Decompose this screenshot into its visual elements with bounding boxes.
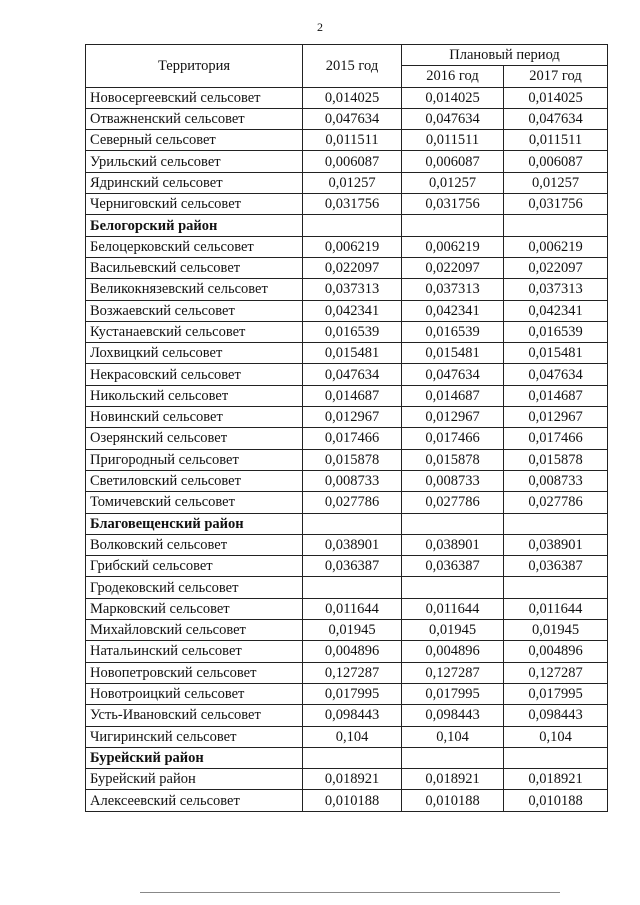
table-row xyxy=(86,257,608,278)
table-row xyxy=(86,705,608,726)
district-row xyxy=(86,215,608,236)
page-number: 2 xyxy=(317,20,323,34)
territory-name-cell: Кустанаевский сельсовет xyxy=(86,321,303,342)
header-year-2015: 2015 год xyxy=(303,45,402,88)
value-2015-cell: 0,104 xyxy=(303,726,402,747)
header-year-2017: 2017 год xyxy=(504,66,608,87)
value-2015-cell: 0,008733 xyxy=(303,470,402,491)
value-2016-cell xyxy=(402,747,504,768)
value-2016-cell: 0,012967 xyxy=(402,407,504,428)
value-2016-cell: 0,011511 xyxy=(402,130,504,151)
value-2017-cell: 0,018921 xyxy=(504,769,608,790)
value-2017-cell: 0,014687 xyxy=(504,385,608,406)
table-row xyxy=(86,130,608,151)
district-name-cell: Бурейский район xyxy=(86,747,303,768)
table-row xyxy=(86,407,608,428)
value-2017-cell: 0,037313 xyxy=(504,279,608,300)
territory-name-cell: Ядринский сельсовет xyxy=(86,172,303,193)
territory-name-cell: Бурейский район xyxy=(86,769,303,790)
territory-name-cell: Новопетровский сельсовет xyxy=(86,662,303,683)
value-2015-cell: 0,004896 xyxy=(303,641,402,662)
table-row xyxy=(86,194,608,215)
value-2016-cell xyxy=(402,577,504,598)
value-2016-cell: 0,01945 xyxy=(402,620,504,641)
value-2015-cell xyxy=(303,577,402,598)
district-name-cell: Благовещенский район xyxy=(86,513,303,534)
territory-name-cell: Отважненский сельсовет xyxy=(86,108,303,129)
value-2016-cell: 0,017466 xyxy=(402,428,504,449)
value-2017-cell: 0,042341 xyxy=(504,300,608,321)
territory-name-cell: Черниговский сельсовет xyxy=(86,194,303,215)
value-2017-cell xyxy=(504,513,608,534)
table-row xyxy=(86,279,608,300)
value-2015-cell: 0,017995 xyxy=(303,683,402,704)
value-2015-cell: 0,015878 xyxy=(303,449,402,470)
value-2016-cell: 0,015481 xyxy=(402,343,504,364)
value-2015-cell: 0,042341 xyxy=(303,300,402,321)
value-2015-cell: 0,014025 xyxy=(303,87,402,108)
value-2017-cell: 0,015481 xyxy=(504,343,608,364)
value-2015-cell: 0,01257 xyxy=(303,172,402,193)
value-2017-cell: 0,022097 xyxy=(504,257,608,278)
value-2016-cell: 0,047634 xyxy=(402,364,504,385)
value-2016-cell: 0,015878 xyxy=(402,449,504,470)
territory-name-cell: Новосергеевский сельсовет xyxy=(86,87,303,108)
value-2015-cell: 0,036387 xyxy=(303,556,402,577)
value-2015-cell: 0,006219 xyxy=(303,236,402,257)
value-2016-cell: 0,006087 xyxy=(402,151,504,172)
value-2016-cell: 0,017995 xyxy=(402,683,504,704)
value-2016-cell: 0,006219 xyxy=(402,236,504,257)
value-2016-cell: 0,022097 xyxy=(402,257,504,278)
value-2016-cell: 0,016539 xyxy=(402,321,504,342)
territory-name-cell: Белоцерковский сельсовет xyxy=(86,236,303,257)
territory-name-cell: Озерянский сельсовет xyxy=(86,428,303,449)
table-row xyxy=(86,172,608,193)
value-2017-cell: 0,012967 xyxy=(504,407,608,428)
district-row xyxy=(86,513,608,534)
value-2017-cell xyxy=(504,577,608,598)
table-row xyxy=(86,321,608,342)
value-2017-cell: 0,016539 xyxy=(504,321,608,342)
footer-rule xyxy=(140,892,560,893)
value-2017-cell xyxy=(504,215,608,236)
value-2015-cell: 0,017466 xyxy=(303,428,402,449)
value-2017-cell: 0,004896 xyxy=(504,641,608,662)
value-2017-cell: 0,047634 xyxy=(504,364,608,385)
table-row xyxy=(86,492,608,513)
value-2017-cell: 0,036387 xyxy=(504,556,608,577)
table-row xyxy=(86,662,608,683)
value-2016-cell: 0,038901 xyxy=(402,534,504,555)
value-2015-cell: 0,006087 xyxy=(303,151,402,172)
table-body xyxy=(86,87,608,811)
district-row xyxy=(86,747,608,768)
table-row xyxy=(86,534,608,555)
value-2016-cell: 0,027786 xyxy=(402,492,504,513)
value-2017-cell: 0,098443 xyxy=(504,705,608,726)
territory-name-cell: Никольский сельсовет xyxy=(86,385,303,406)
table-row xyxy=(86,769,608,790)
value-2015-cell xyxy=(303,513,402,534)
value-2017-cell: 0,015878 xyxy=(504,449,608,470)
value-2017-cell: 0,011511 xyxy=(504,130,608,151)
table-row xyxy=(86,683,608,704)
value-2016-cell: 0,008733 xyxy=(402,470,504,491)
value-2016-cell: 0,01257 xyxy=(402,172,504,193)
table-header xyxy=(86,45,608,88)
value-2015-cell xyxy=(303,215,402,236)
value-2015-cell: 0,016539 xyxy=(303,321,402,342)
header-territory: Территория xyxy=(86,45,303,88)
value-2017-cell: 0,006087 xyxy=(504,151,608,172)
value-2017-cell: 0,127287 xyxy=(504,662,608,683)
value-2016-cell: 0,004896 xyxy=(402,641,504,662)
value-2015-cell: 0,047634 xyxy=(303,364,402,385)
territory-name-cell: Алексеевский сельсовет xyxy=(86,790,303,811)
table-row xyxy=(86,726,608,747)
value-2015-cell: 0,022097 xyxy=(303,257,402,278)
header-plan-period: Плановый период xyxy=(402,45,608,66)
territory-name-cell: Гродековский сельсовет xyxy=(86,577,303,598)
table-row xyxy=(86,790,608,811)
value-2016-cell: 0,104 xyxy=(402,726,504,747)
table-row xyxy=(86,236,608,257)
value-2016-cell: 0,047634 xyxy=(402,108,504,129)
table-row xyxy=(86,449,608,470)
value-2015-cell: 0,031756 xyxy=(303,194,402,215)
territory-name-cell: Михайловский сельсовет xyxy=(86,620,303,641)
territory-name-cell: Васильевский сельсовет xyxy=(86,257,303,278)
table-row xyxy=(86,556,608,577)
table-row xyxy=(86,385,608,406)
value-2017-cell: 0,006219 xyxy=(504,236,608,257)
territory-name-cell: Натальинский сельсовет xyxy=(86,641,303,662)
value-2016-cell: 0,037313 xyxy=(402,279,504,300)
value-2015-cell: 0,018921 xyxy=(303,769,402,790)
table-row xyxy=(86,364,608,385)
table-row xyxy=(86,620,608,641)
territory-name-cell: Усть-Ивановский сельсовет xyxy=(86,705,303,726)
value-2015-cell: 0,015481 xyxy=(303,343,402,364)
territory-name-cell: Урильский сельсовет xyxy=(86,151,303,172)
value-2016-cell: 0,098443 xyxy=(402,705,504,726)
territory-name-cell: Лохвицкий сельсовет xyxy=(86,343,303,364)
value-2015-cell xyxy=(303,747,402,768)
table-row xyxy=(86,598,608,619)
value-2017-cell: 0,011644 xyxy=(504,598,608,619)
value-2017-cell: 0,01945 xyxy=(504,620,608,641)
value-2017-cell: 0,038901 xyxy=(504,534,608,555)
value-2017-cell: 0,104 xyxy=(504,726,608,747)
territory-name-cell: Томичевский сельсовет xyxy=(86,492,303,513)
territory-name-cell: Новинский сельсовет xyxy=(86,407,303,428)
territory-name-cell: Северный сельсовет xyxy=(86,130,303,151)
value-2016-cell xyxy=(402,215,504,236)
value-2016-cell: 0,010188 xyxy=(402,790,504,811)
table-row xyxy=(86,577,608,598)
value-2017-cell: 0,008733 xyxy=(504,470,608,491)
value-2016-cell: 0,042341 xyxy=(402,300,504,321)
value-2015-cell: 0,038901 xyxy=(303,534,402,555)
value-2016-cell: 0,014025 xyxy=(402,87,504,108)
value-2016-cell: 0,018921 xyxy=(402,769,504,790)
table-row xyxy=(86,108,608,129)
territory-name-cell: Марковский сельсовет xyxy=(86,598,303,619)
territory-name-cell: Возжаевский сельсовет xyxy=(86,300,303,321)
value-2017-cell: 0,01257 xyxy=(504,172,608,193)
value-2015-cell: 0,037313 xyxy=(303,279,402,300)
territory-name-cell: Чигиринский сельсовет xyxy=(86,726,303,747)
table-row xyxy=(86,87,608,108)
territory-name-cell: Волковский сельсовет xyxy=(86,534,303,555)
value-2016-cell xyxy=(402,513,504,534)
data-table xyxy=(85,44,608,812)
value-2015-cell: 0,014687 xyxy=(303,385,402,406)
value-2015-cell: 0,011511 xyxy=(303,130,402,151)
value-2017-cell: 0,017466 xyxy=(504,428,608,449)
value-2017-cell: 0,027786 xyxy=(504,492,608,513)
territory-name-cell: Новотроицкий сельсовет xyxy=(86,683,303,704)
value-2017-cell: 0,047634 xyxy=(504,108,608,129)
table-row xyxy=(86,300,608,321)
value-2017-cell: 0,010188 xyxy=(504,790,608,811)
territory-name-cell: Грибский сельсовет xyxy=(86,556,303,577)
value-2015-cell: 0,127287 xyxy=(303,662,402,683)
table-row xyxy=(86,641,608,662)
value-2016-cell: 0,014687 xyxy=(402,385,504,406)
table-row xyxy=(86,151,608,172)
value-2016-cell: 0,011644 xyxy=(402,598,504,619)
table-row xyxy=(86,343,608,364)
territory-name-cell: Светиловский сельсовет xyxy=(86,470,303,491)
value-2015-cell: 0,011644 xyxy=(303,598,402,619)
value-2017-cell: 0,014025 xyxy=(504,87,608,108)
value-2016-cell: 0,031756 xyxy=(402,194,504,215)
value-2015-cell: 0,047634 xyxy=(303,108,402,129)
value-2015-cell: 0,012967 xyxy=(303,407,402,428)
value-2017-cell: 0,031756 xyxy=(504,194,608,215)
header-year-2016: 2016 год xyxy=(402,66,504,87)
table-row xyxy=(86,428,608,449)
territory-name-cell: Великокнязевский сельсовет xyxy=(86,279,303,300)
value-2016-cell: 0,036387 xyxy=(402,556,504,577)
territory-name-cell: Некрасовский сельсовет xyxy=(86,364,303,385)
value-2015-cell: 0,027786 xyxy=(303,492,402,513)
table-row xyxy=(86,470,608,491)
value-2017-cell xyxy=(504,747,608,768)
value-2015-cell: 0,010188 xyxy=(303,790,402,811)
value-2017-cell: 0,017995 xyxy=(504,683,608,704)
district-name-cell: Белогорский район xyxy=(86,215,303,236)
value-2016-cell: 0,127287 xyxy=(402,662,504,683)
value-2015-cell: 0,01945 xyxy=(303,620,402,641)
value-2015-cell: 0,098443 xyxy=(303,705,402,726)
territory-name-cell: Пригородный сельсовет xyxy=(86,449,303,470)
